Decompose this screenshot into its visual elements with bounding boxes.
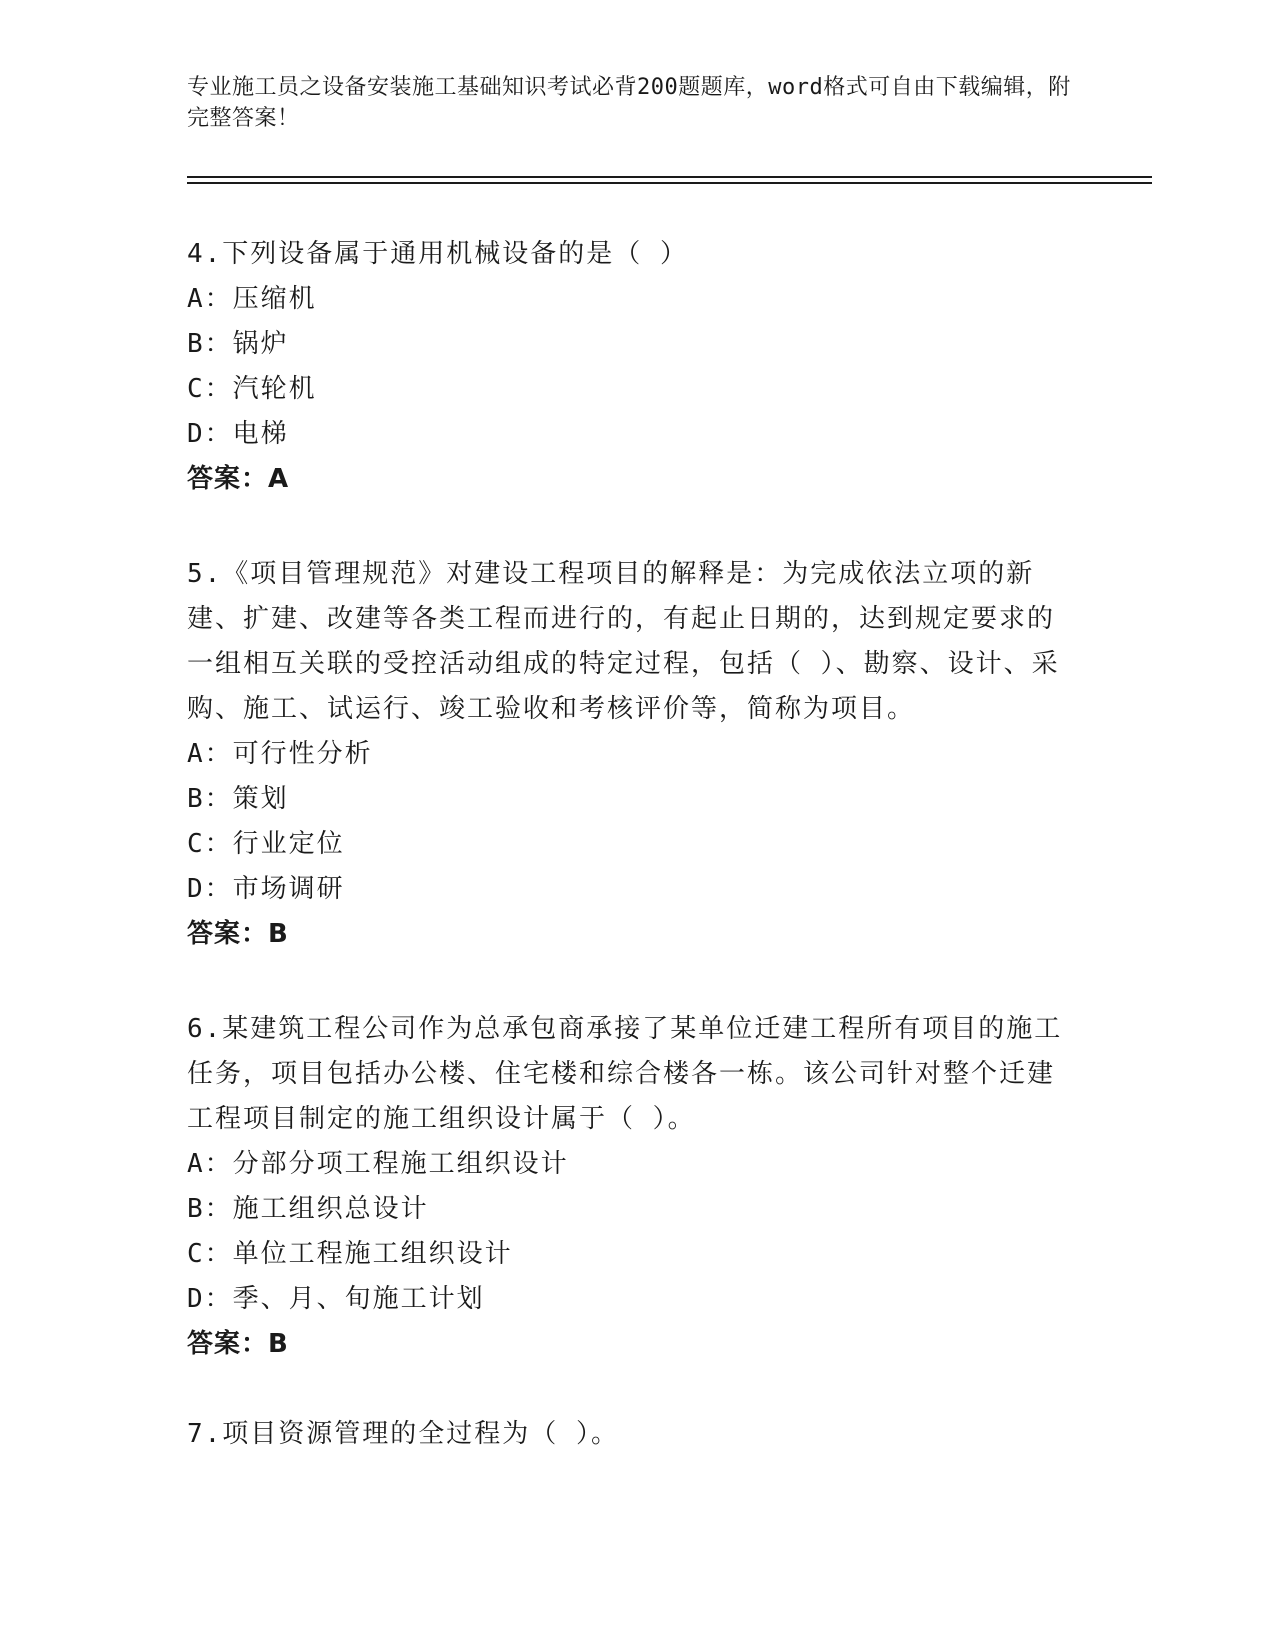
option-c: C：汽轮机 <box>187 374 317 404</box>
option-c: C：行业定位 <box>187 829 345 859</box>
question-5 <box>187 552 1067 957</box>
header-rule-bottom <box>187 182 1152 184</box>
document-header: 专业施工员之设备安装施工基础知识考试必背200题题库，word格式可自由下载编辑，附完整答案！ <box>187 75 1071 131</box>
option-a: A：分部分项工程施工组织设计 <box>187 1149 569 1179</box>
answer: 答案：B <box>187 919 289 949</box>
option-d: D：市场调研 <box>187 874 345 904</box>
question-stem: 7.项目资源管理的全过程为（ ）。 <box>187 1419 619 1449</box>
question-6 <box>187 1007 1067 1367</box>
question-stem: 5.《项目管理规范》对建设工程项目的解释是：为完成依法立项的新建、扩建、改建等各类工程而进行的，有起止日期的，达到规定要求的一组相互关联的受控活动组成的特定过程，包括（ ）、勘察、设计、采购、施工、试运行、竣工验收和考核评价等，简称为项目。 <box>187 559 1060 724</box>
question-stem: 4.下列设备属于通用机械设备的是（ ） <box>187 239 688 269</box>
answer: 答案：A <box>187 464 290 494</box>
option-d: D：季、月、旬施工计划 <box>187 1284 485 1314</box>
answer: 答案：B <box>187 1329 289 1359</box>
option-d: D：电梯 <box>187 419 289 449</box>
question-7 <box>187 1412 1067 1457</box>
option-b: B：施工组织总设计 <box>187 1194 429 1224</box>
option-b: B：锅炉 <box>187 329 289 359</box>
option-a: A：可行性分析 <box>187 739 373 769</box>
question-4 <box>187 232 1067 502</box>
option-a: A：压缩机 <box>187 284 317 314</box>
option-c: C：单位工程施工组织设计 <box>187 1239 513 1269</box>
header-rule-top <box>187 176 1152 178</box>
question-stem: 6.某建筑工程公司作为总承包商承接了某单位迁建工程所有项目的施工任务，项目包括办公楼、住宅楼和综合楼各一栋。该公司针对整个迁建工程项目制定的施工组织设计属于（ ）。 <box>187 1014 1063 1134</box>
option-b: B：策划 <box>187 784 289 814</box>
